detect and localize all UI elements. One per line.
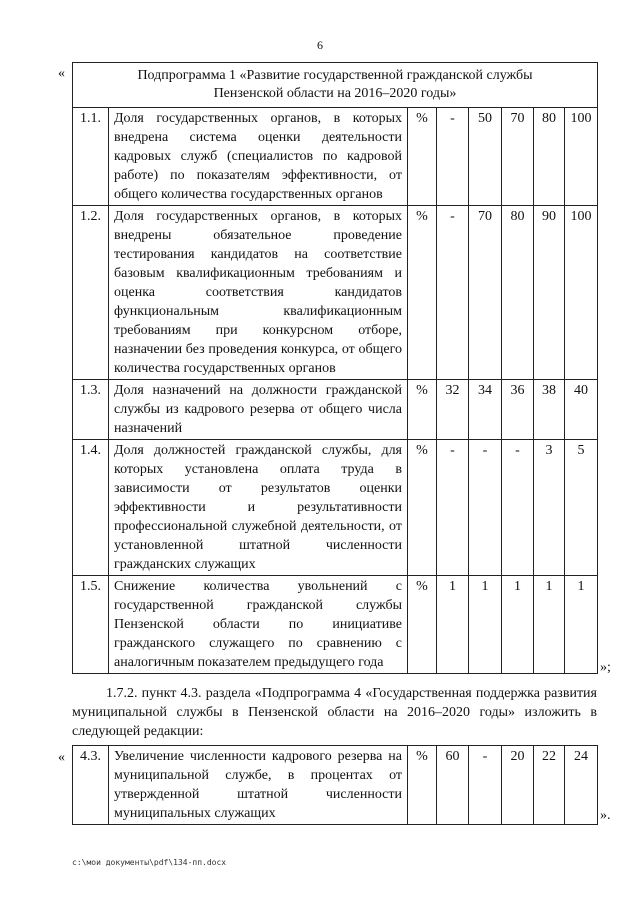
table-row (73, 746, 598, 825)
subprogram4-table (72, 745, 598, 825)
row-value: 22 (534, 746, 565, 825)
row-value: 100 (565, 206, 598, 380)
row-description: Снижение количества увольнений с государственной гражданской службы Пензенской области по инициативе гражданского служащего по сравнению с аналогичным показателем предыдущего года (109, 576, 408, 674)
row-value: 60 (437, 746, 469, 825)
row-description: Доля государственных органов, в которых внедрены обязательное проведение тестирования кандидатов на соответствие базовым квалификационным требованиям и оценка соответствия кандидатов функциональным квалификационным требованиям при конкурсном отборе, назначении без проведения конкурса, от общего количества государственных органов (109, 206, 408, 380)
row-description: Доля назначений на должности гражданской службы из кадрового резерва от общего числа назначений (109, 380, 408, 440)
row-value: 36 (502, 380, 534, 440)
row-value: - (437, 440, 469, 576)
subprogram1-header (73, 63, 598, 108)
row-value: 20 (502, 746, 534, 825)
row-unit: % (408, 206, 437, 380)
table-row (73, 440, 598, 576)
open-quote: « (58, 750, 65, 765)
row-value: 1 (469, 576, 502, 674)
row-value: 38 (534, 380, 565, 440)
close-quote-period: ». (600, 808, 611, 823)
row-value: 5 (565, 440, 598, 576)
table-row (73, 108, 598, 206)
table-row (73, 576, 598, 674)
row-number: 4.3. (73, 746, 109, 825)
amendment-paragraph-text: 1.7.2. пункт 4.3. раздела «Подпрограмма 4 «Государственная поддержка развития муниципальной службы в Пензенской области на 2016–2020 годы» изложить в следующей редакции: (72, 686, 597, 739)
subprogram1-table (72, 62, 598, 674)
row-value: 1 (502, 576, 534, 674)
table-header-row (73, 63, 598, 108)
row-number: 1.2. (73, 206, 109, 380)
row-description: Доля должностей гражданской службы, для которых установлена оплата труда в зависимости от результатов оценки эффективности и результативности профессиональной служебной деятельности, от установленной штатной численности гражданских служащих (109, 440, 408, 576)
row-value: 24 (565, 746, 598, 825)
row-value: 70 (502, 108, 534, 206)
row-value: 1 (534, 576, 565, 674)
row-value: 50 (469, 108, 502, 206)
row-unit: % (408, 576, 437, 674)
row-value: 34 (469, 380, 502, 440)
row-value: 90 (534, 206, 565, 380)
row-number: 1.1. (73, 108, 109, 206)
row-value: 40 (565, 380, 598, 440)
row-value: - (437, 206, 469, 380)
row-value: 32 (437, 380, 469, 440)
row-number: 1.4. (73, 440, 109, 576)
row-value: 3 (534, 440, 565, 576)
row-number: 1.5. (73, 576, 109, 674)
row-unit: % (408, 108, 437, 206)
amendment-paragraph (72, 684, 597, 741)
row-description: Доля государственных органов, в которых внедрена система оценки деятельности кадровых служб (специалистов по кадровой работе) по показателям эффективности, от общего количества государственных органов (109, 108, 408, 206)
file-path-footer: c:\мои документы\pdf\134-пп.docx (72, 858, 227, 867)
row-value: - (469, 440, 502, 576)
row-description: Увеличение численности кадрового резерва на муниципальной службе, в процентах от утвержденной штатной численности муниципальных служащих (109, 746, 408, 825)
page-number: 6 (317, 38, 323, 52)
row-value: 80 (502, 206, 534, 380)
row-value: 1 (565, 576, 598, 674)
subprogram1-header-line2: Пензенской области на 2016–2020 годы» (213, 86, 457, 101)
row-value: 70 (469, 206, 502, 380)
table-row (73, 206, 598, 380)
row-value: - (469, 746, 502, 825)
row-value: 100 (565, 108, 598, 206)
row-value: - (502, 440, 534, 576)
row-unit: % (408, 380, 437, 440)
row-unit: % (408, 440, 437, 576)
row-number: 1.3. (73, 380, 109, 440)
row-value: 1 (437, 576, 469, 674)
subprogram1-header-line1: Подпрограмма 1 «Развитие государственной гражданской службы (137, 68, 533, 83)
open-quote: « (58, 66, 65, 81)
close-quote-semicolon: »; (600, 660, 611, 675)
row-value: 80 (534, 108, 565, 206)
table-row (73, 380, 598, 440)
row-value: - (437, 108, 469, 206)
row-unit: % (408, 746, 437, 825)
